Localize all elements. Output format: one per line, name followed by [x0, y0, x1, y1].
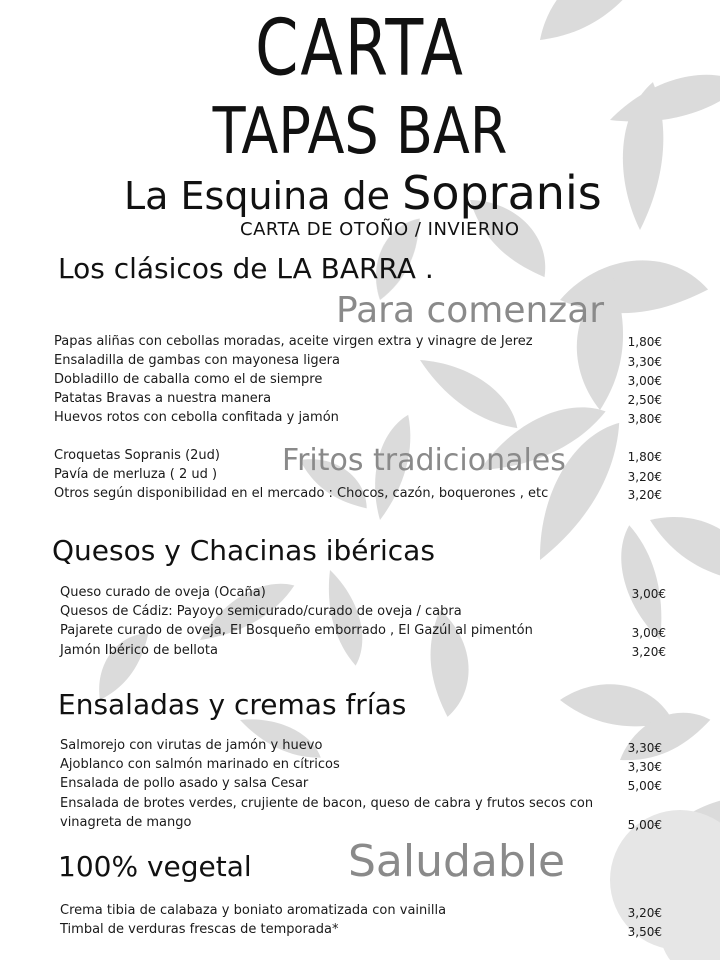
menu-item-name: Huevos rotos con cebolla confitada y jamón — [54, 410, 339, 425]
menu-item-name: Pavía de merluza ( 2 ud ) — [54, 467, 218, 482]
menu-item-price: 3,30€ — [627, 760, 662, 774]
menu-item-name: Quesos de Cádiz: Payoyo semicurado/curado de oveja / cabra — [60, 604, 462, 619]
season-label: CARTA DE OTOÑO / INVIERNO — [240, 219, 520, 240]
menu-item-name: Salmorejo con virutas de jamón y huevo — [60, 738, 323, 753]
menu-item-price: 5,00€ — [627, 779, 662, 793]
menu-item-price: 3,00€ — [631, 626, 666, 640]
menu-item-price: 3,20€ — [627, 470, 662, 484]
menu-item-name: Croquetas Sopranis (2ud) — [54, 448, 220, 463]
restaurant-name — [124, 166, 602, 220]
menu-item-name: Pajarete curado de oveja, El Bosqueño emborrado , El Gazúl al pimentón — [60, 623, 533, 638]
menu-item-price: 5,00€ — [627, 818, 662, 832]
menu-item-name: Crema tibia de calabaza y boniato aromatizada con vainilla — [60, 903, 447, 918]
menu-item-name: Queso curado de oveja (Ocaña) — [60, 585, 266, 600]
menu-item-name: Ensaladilla de gambas con mayonesa ligera — [54, 353, 340, 368]
menu-item-price: 3,00€ — [627, 374, 662, 388]
restaurant-name-main: Sopranis — [402, 166, 602, 220]
menu-item-name: Timbal de verduras frescas de temporada* — [60, 922, 339, 937]
menu-item-name: Ensalada de brotes verdes, crujiente de bacon, queso de cabra y frutos secos con — [60, 796, 594, 811]
menu-item-price: 3,20€ — [627, 906, 662, 920]
menu-subtitle: TAPAS BAR — [212, 94, 508, 169]
subheading-fritos: Fritos tradicionales — [282, 443, 566, 478]
menu-item-name: Patatas Bravas a nuestra manera — [54, 391, 272, 406]
menu-item-name: Ensalada de pollo asado y salsa Cesar — [60, 776, 309, 791]
menu-item-price: 3,30€ — [627, 741, 662, 755]
subheading-saludable: Saludable — [348, 836, 566, 887]
menu-item-price: 3,30€ — [627, 355, 662, 369]
section-heading-ensaladas: Ensaladas y cremas frías — [58, 688, 407, 721]
menu-item-name-continued: vinagreta de mango — [60, 815, 192, 830]
menu-title: CARTA — [255, 2, 465, 94]
menu-item-name: Dobladillo de caballa como el de siempre — [54, 372, 323, 387]
menu-item-price: 3,00€ — [631, 587, 666, 601]
menu-item-price: 3,50€ — [627, 925, 662, 939]
menu-item-price: 3,80€ — [627, 412, 662, 426]
section-heading-clasicos: Los clásicos de LA BARRA . — [58, 252, 434, 285]
menu-item-name: Otros según disponibilidad en el mercado : Chocos, cazón, boquerones , etc — [54, 486, 549, 501]
menu-item-price: 3,20€ — [627, 488, 662, 502]
menu-item-name: Jamón Ibérico de bellota — [60, 643, 218, 658]
menu-item-price: 3,20€ — [631, 645, 666, 659]
menu-item-price: 2,50€ — [627, 393, 662, 407]
menu-item-price: 1,80€ — [627, 335, 662, 349]
menu-item-price: 1,80€ — [627, 450, 662, 464]
subheading-para-comenzar: Para comenzar — [336, 290, 605, 331]
menu-item-name: Ajoblanco con salmón marinado en cítricos — [60, 757, 340, 772]
section-heading-vegetal: 100% vegetal — [58, 850, 252, 883]
section-heading-quesos: Quesos y Chacinas ibéricas — [52, 534, 435, 567]
menu-item-name: Papas aliñas con cebollas moradas, aceite virgen extra y vinagre de Jerez — [54, 334, 533, 349]
restaurant-name-prefix: La Esquina de — [124, 174, 403, 218]
